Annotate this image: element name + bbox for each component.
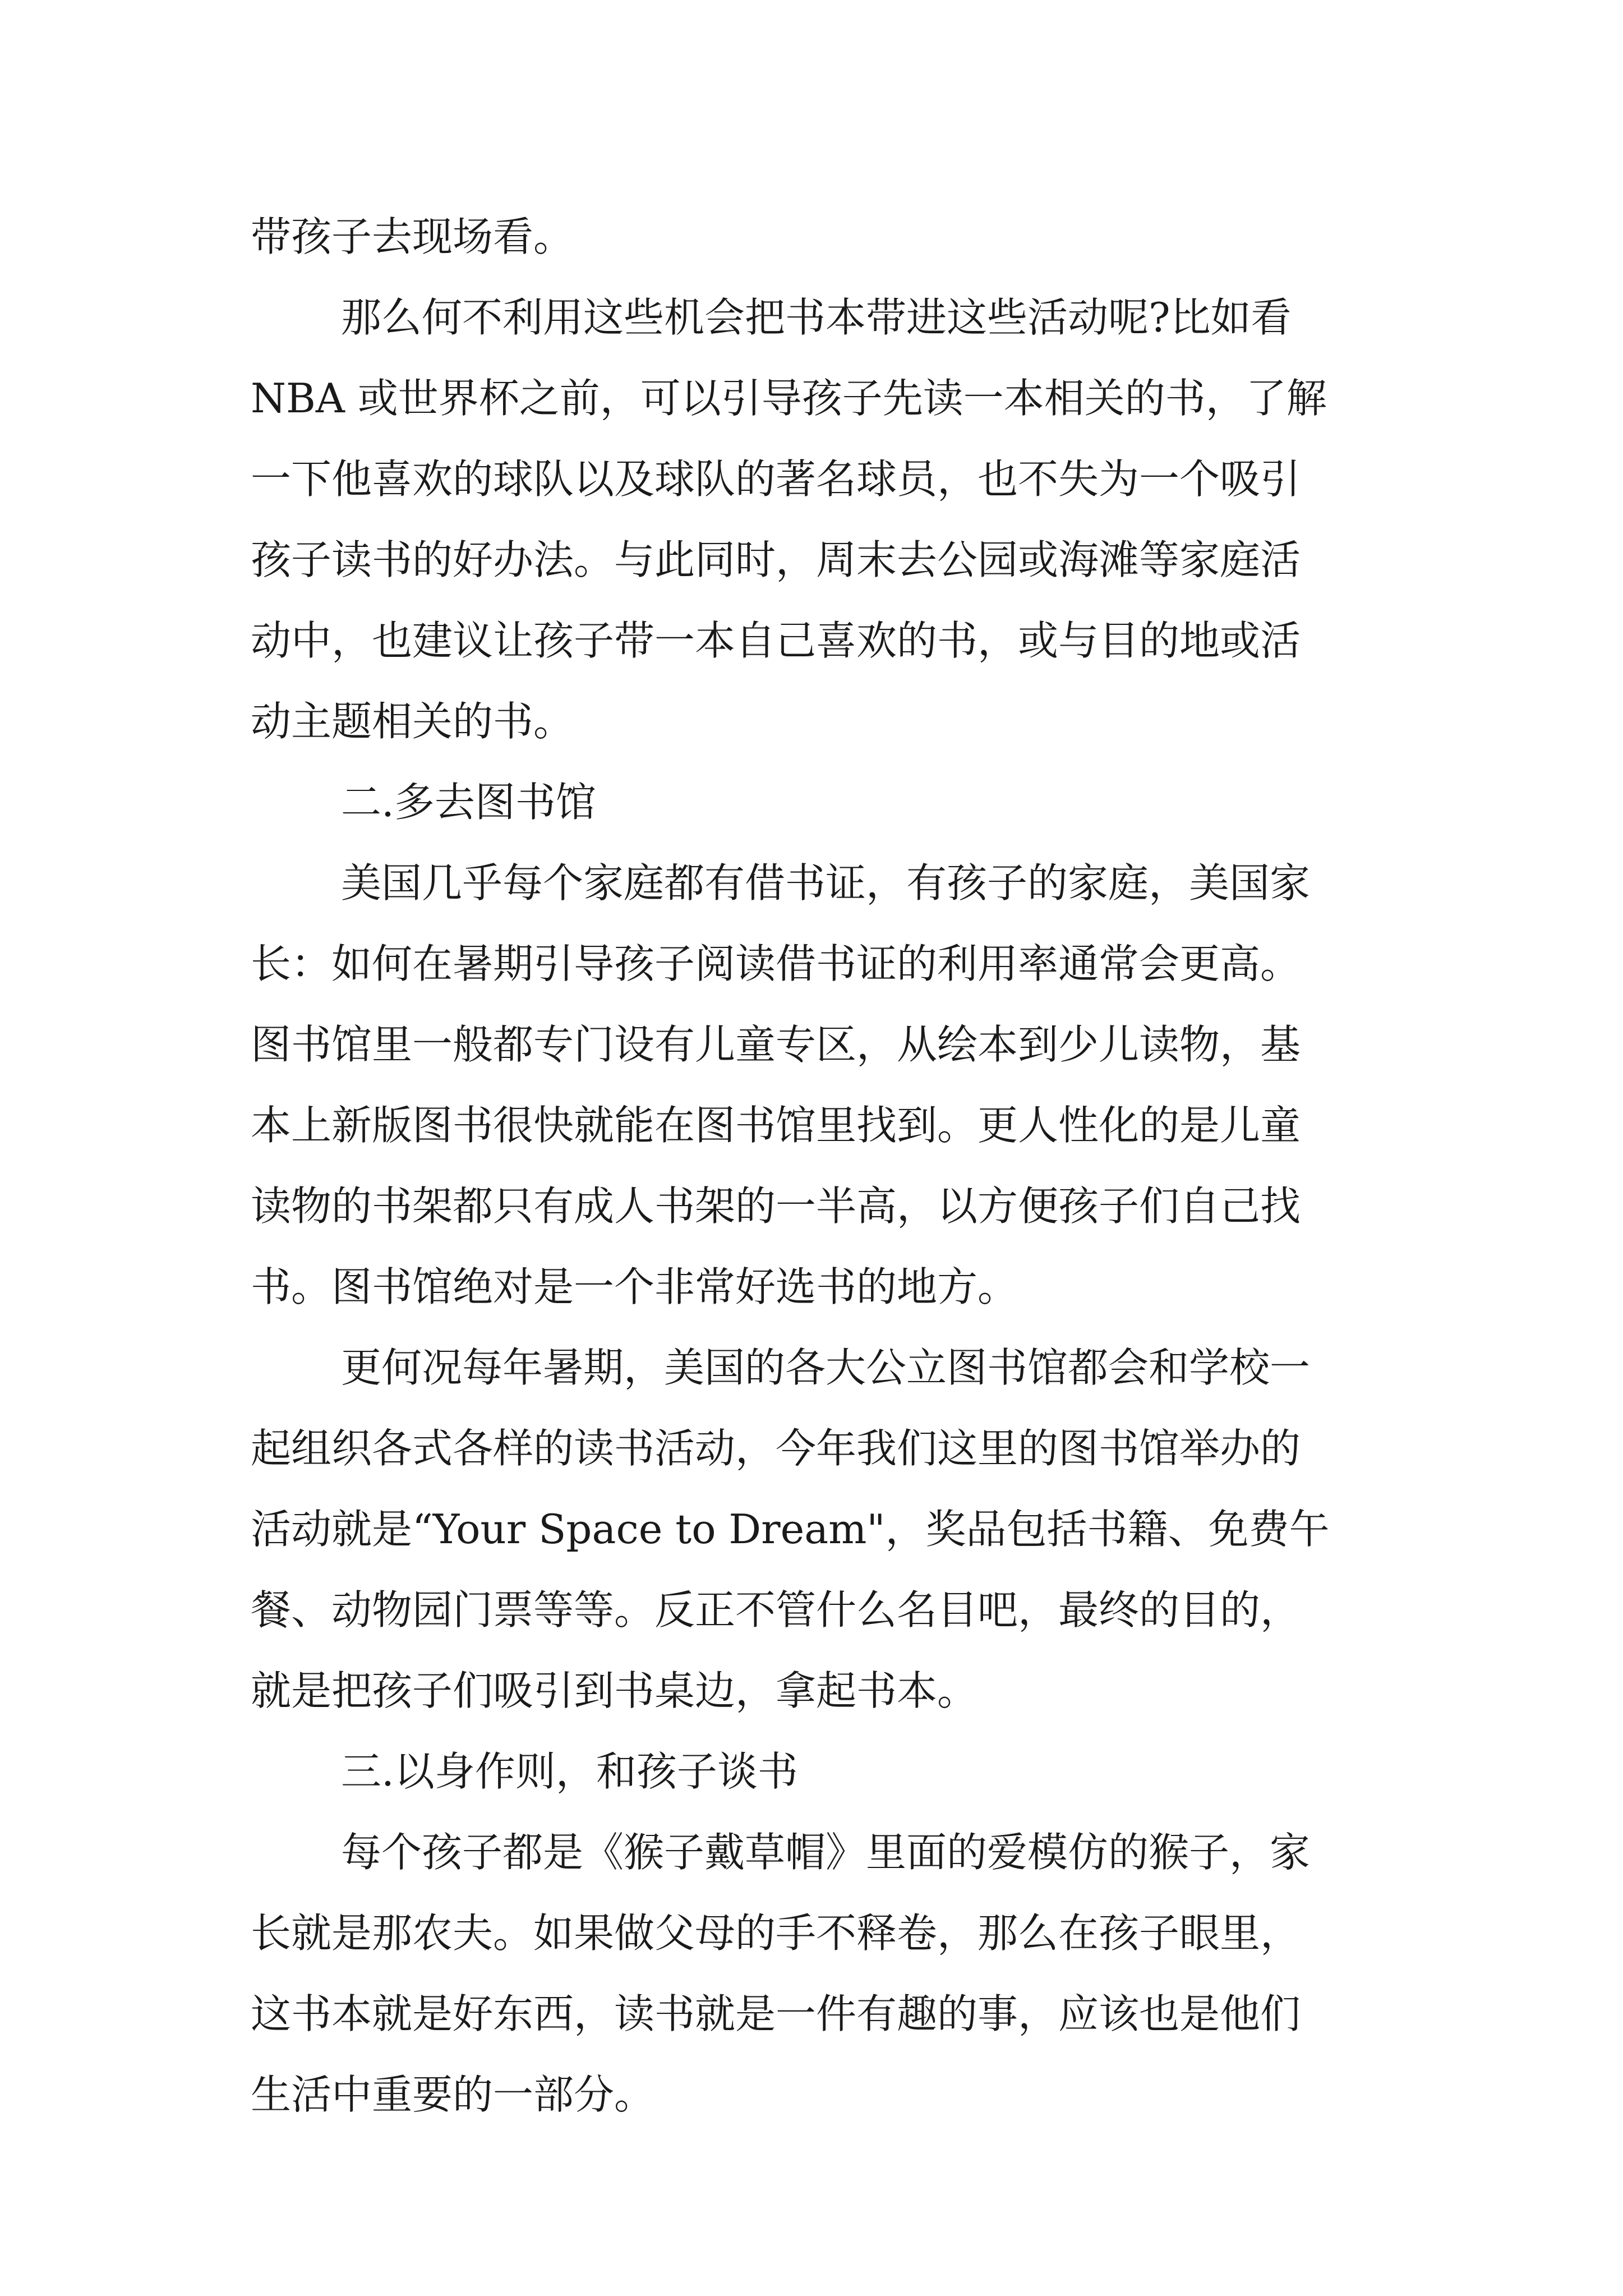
paragraph-first-line: 更何况每年暑期，美国的各大公立图书馆都会和学校一 xyxy=(341,1344,1311,1391)
text-line: 本上新版图书很快就能在图书馆里找到。更人性化的是儿童 xyxy=(251,1102,1301,1149)
text-line: 孩子读书的好办法。与此同时，周末去公园或海滩等家庭活 xyxy=(251,536,1301,583)
text-line: 就是把孩子们吸引到书桌边，拿起书本。 xyxy=(251,1667,978,1714)
text-line: 长就是那农夫。如果做父母的手不释卷，那么在孩子眼里， xyxy=(251,1910,1301,1957)
text-line: 活动就是“Your Space to Dream"，奖品包括书籍、免费午 xyxy=(251,1506,1330,1553)
paragraph-first-line: 那么何不利用这些机会把书本带进这些活动呢?比如看 xyxy=(341,294,1292,341)
text-line: 这书本就是好东西，读书就是一件有趣的事，应该也是他们 xyxy=(251,1990,1301,2037)
paragraph-first-line: 每个孩子都是《猴子戴草帽》里面的爱模仿的猴子，家 xyxy=(341,1829,1311,1876)
section-heading: 二.多去图书馆 xyxy=(341,779,596,826)
text-line: 一下他喜欢的球队以及球队的著名球员，也不失为一个吸引 xyxy=(251,455,1301,503)
text-line: 生活中重要的一部分。 xyxy=(251,2071,655,2118)
text-line: 读物的书架都只有成人书架的一半高，以方便孩子们自己找 xyxy=(251,1182,1301,1230)
text-line: 动中，也建议让孩子带一本自己喜欢的书，或与目的地或活 xyxy=(251,617,1301,664)
text-line: 书。图书馆绝对是一个非常好选书的地方。 xyxy=(251,1263,1018,1310)
text-line: 动主题相关的书。 xyxy=(251,698,574,745)
section-heading: 三.以身作则，和孩子谈书 xyxy=(341,1748,798,1795)
text-line: 长：如何在暑期引导孩子阅读借书证的利用率通常会更高。 xyxy=(251,940,1301,987)
text-line: NBA 或世界杯之前，可以引导孩子先读一本相关的书，了解 xyxy=(251,375,1327,422)
text-line: 图书馆里一般都专门设有儿童专区，从绘本到少儿读物，基 xyxy=(251,1021,1301,1068)
text-line: 餐、动物园门票等等。反正不管什么名目吧，最终的目的， xyxy=(251,1586,1301,1634)
text-line: 带孩子去现场看。 xyxy=(251,213,574,260)
text-line: 起组织各式各样的读书活动，今年我们这里的图书馆举办的 xyxy=(251,1425,1301,1472)
paragraph-first-line: 美国几乎每个家庭都有借书证，有孩子的家庭，美国家 xyxy=(341,859,1311,907)
